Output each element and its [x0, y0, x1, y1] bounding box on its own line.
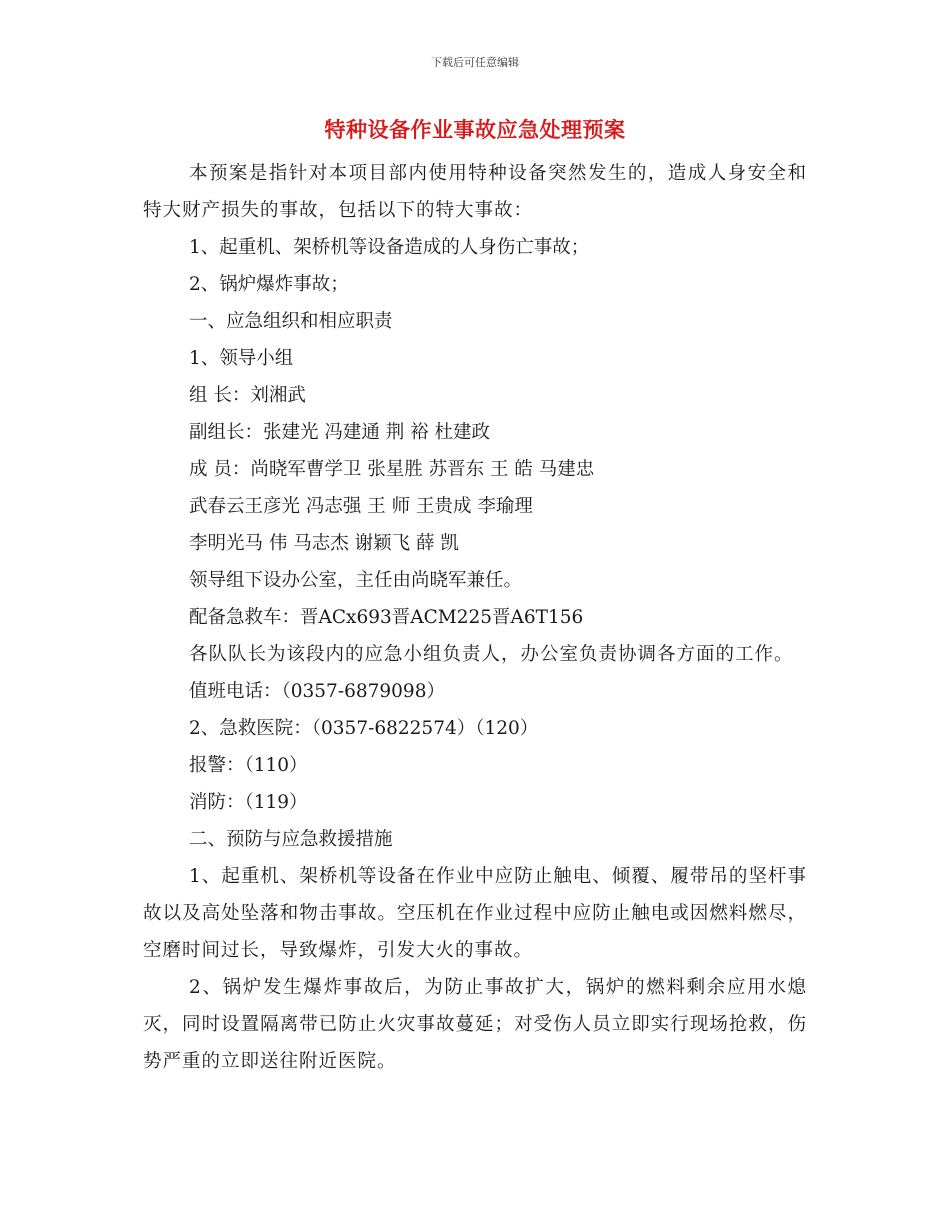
fire-line: 消防：（119）	[189, 792, 308, 813]
paragraph-prevention-1: 1、起重机、架桥机等设备在作业中应防止触电、倾覆、履带吊的坚杆事故以及高处坠落和物击事故。空压机在作业过程中应防止触电或因燃料燃尽，空磨时间过长，导致爆炸，引发大火的事故。	[143, 866, 807, 961]
ambulance-line: 配备急救车：晋ACx693晋ACM225晋A6T156	[189, 607, 584, 628]
members-line-2: 武春云王彦光 冯志强 王 师 王贵成 李瑜理	[189, 496, 533, 517]
subheading-leadership: 1、领导小组	[189, 348, 294, 369]
hospital-line: 2、急救医院：（0357-6822574）（120）	[189, 718, 539, 739]
office-line: 领导组下设办公室，主任由尚晓军兼任。	[189, 570, 523, 591]
team-leader-line: 组 长：刘湘武	[189, 385, 306, 406]
police-line: 报警：（110）	[189, 755, 308, 776]
paragraph-prevention-2: 2、锅炉发生爆炸事故后，为防止事故扩大，锅炉的燃料剩余应用水熄灭，同时设置隔离带已防止火灾事故蔓延；对受伤人员立即实行现场抢救，伤势严重的立即送往附近医院。	[143, 977, 807, 1072]
document-body	[143, 155, 807, 1080]
duty-phone-line: 值班电话：（0357-6879098）	[189, 681, 445, 702]
paragraph-intro: 本预案是指针对本项目部内使用特种设备突然发生的，造成人身安全和特大财产损失的事故，包括以下的特大事故：	[143, 163, 807, 221]
members-line-3: 李明光马 伟 马志杰 谢颖飞 薛 凯	[189, 533, 459, 554]
members-line-1: 成 员：尚晓军曹学卫 张星胜 苏晋东 王 皓 马建忠	[189, 459, 595, 480]
header-note: 下载后可任意编辑	[431, 56, 519, 69]
paragraph-item-1: 1、起重机、架桥机等设备造成的人身伤亡事故；	[189, 237, 590, 258]
deputy-leader-line: 副组长：张建光 冯建通 荆 裕 杜建政	[189, 422, 491, 443]
paragraph-team-heads: 各队队长为该段内的应急小组负责人，办公室负责协调各方面的工作。	[189, 644, 794, 665]
section-heading-prevention: 二、预防与应急救援措施	[189, 829, 393, 850]
section-heading-organization: 一、应急组织和相应职责	[189, 311, 393, 332]
document-title: 特种设备作业事故应急处理预案	[324, 118, 626, 142]
paragraph-item-2: 2、锅炉爆炸事故；	[189, 274, 349, 295]
